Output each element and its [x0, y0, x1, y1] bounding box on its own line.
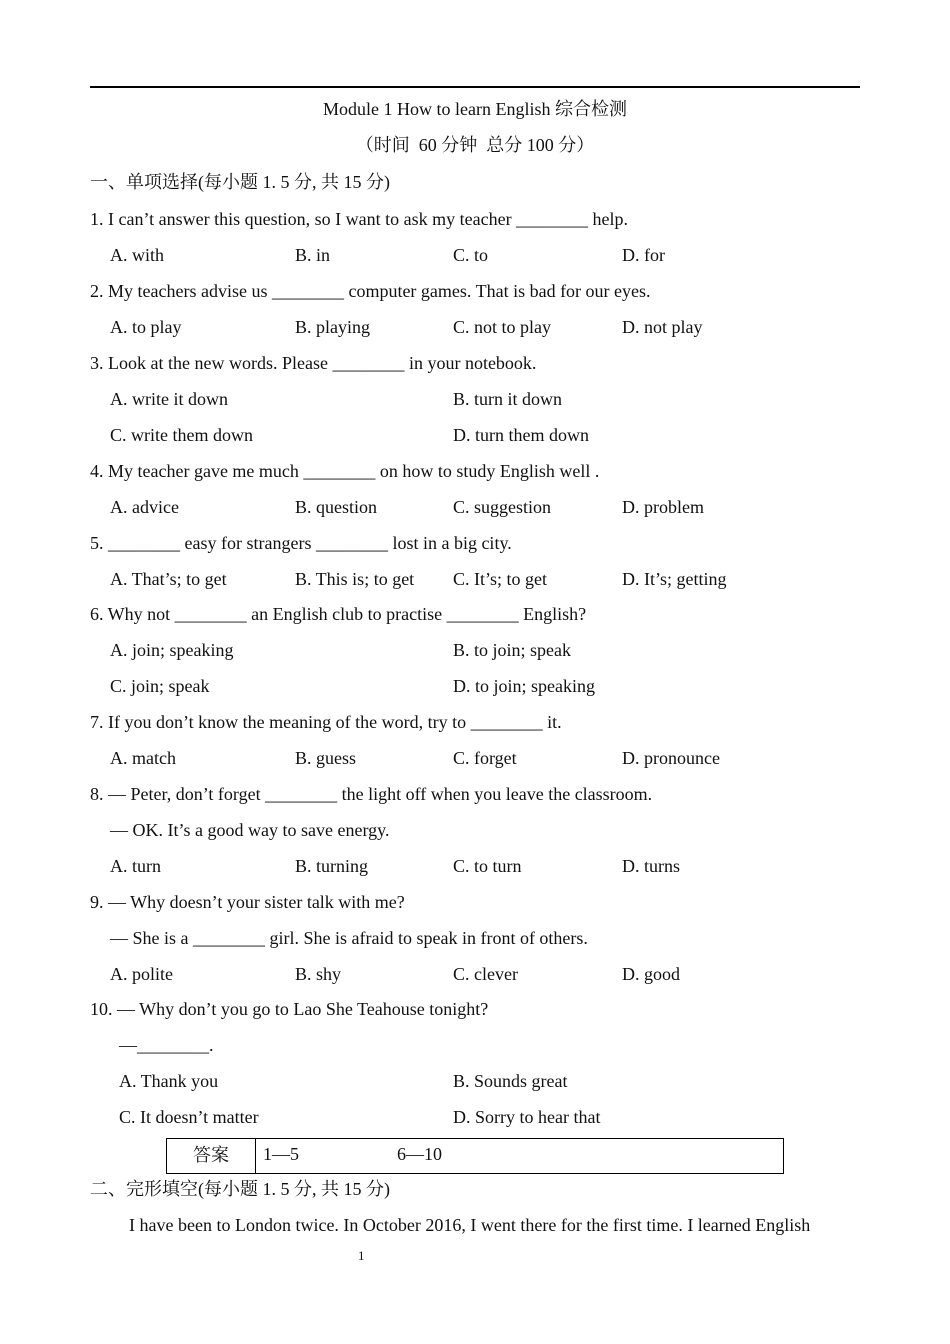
q5-option-d: D. It’s; getting: [622, 569, 727, 589]
q5-option-c: C. It’s; to get: [453, 569, 547, 589]
q1-option-a: A. with: [110, 245, 164, 265]
page-number: 1: [358, 1248, 365, 1263]
q9-stem: 9. — Why doesn’t your sister talk with me?: [90, 892, 405, 912]
q1-stem: 1. I can’t answer this question, so I want to ask my teacher ________ help.: [90, 209, 629, 229]
q4-stem: 4. My teacher gave me much ________ on how to study English well .: [90, 461, 600, 481]
q10-option-d: D. Sorry to hear that: [453, 1107, 601, 1127]
q4-option-a: A. advice: [110, 497, 179, 517]
q8-stem: 8. — Peter, don’t forget ________ the light off when you leave the classroom.: [90, 784, 653, 804]
q2-option-b: B. playing: [295, 317, 370, 337]
answer-table-head: 答案: [167, 1139, 256, 1173]
q8-option-d: D. turns: [622, 856, 680, 876]
q4-option-c: C. suggestion: [453, 497, 552, 517]
q6-option-b: B. to join; speak: [453, 640, 571, 660]
q10-option-a: A. Thank you: [119, 1071, 219, 1091]
q9-option-d: D. good: [622, 964, 680, 984]
q2-option-a: A. to play: [110, 317, 182, 337]
q7-option-d: D. pronounce: [622, 748, 720, 768]
q9-option-c: C. clever: [453, 964, 518, 984]
q6-stem: 6. Why not ________ an English club to practise ________ English?: [90, 604, 587, 624]
q7-option-b: B. guess: [295, 748, 357, 768]
answer-range-1: 1—5: [263, 1144, 299, 1164]
q7-option-a: A. match: [110, 748, 176, 768]
section2-paragraph: I have been to London twice. In October 2016, I went there for the first time. I learned English: [129, 1215, 811, 1235]
q3-option-a: A. write it down: [110, 389, 228, 409]
q8-option-c: C. to turn: [453, 856, 522, 876]
q8-reply: — OK. It’s a good way to save energy.: [110, 820, 390, 840]
q9-option-a: A. polite: [110, 964, 173, 984]
q7-stem: 7. If you don’t know the meaning of the word, try to ________ it.: [90, 712, 562, 732]
q8-option-a: A. turn: [110, 856, 161, 876]
q6-option-a: A. join; speaking: [110, 640, 234, 660]
top-rule: [90, 86, 860, 88]
q2-stem: 2. My teachers advise us ________ computer games. That is bad for our eyes.: [90, 281, 651, 301]
q2-option-d: D. not play: [622, 317, 703, 337]
q3-option-c: C. write them down: [110, 425, 253, 445]
q10-reply: —________.: [119, 1035, 214, 1055]
q1-option-b: B. in: [295, 245, 331, 265]
q2-option-c: C. not to play: [453, 317, 551, 337]
q3-option-b: B. turn it down: [453, 389, 563, 409]
q10-stem: 10. — Why don’t you go to Lao She Teahouse tonight?: [90, 999, 489, 1019]
q1-option-d: D. for: [622, 245, 665, 265]
q9-reply: — She is a ________ girl. She is afraid to speak in front of others.: [110, 928, 588, 948]
q5-stem: 5. ________ easy for strangers ________ lost in a big city.: [90, 533, 512, 553]
doc-subtitle: （时间 60 分钟 总分 100 分）: [355, 135, 595, 155]
q3-option-d: D. turn them down: [453, 425, 589, 445]
doc-title: Module 1 How to learn English 综合检测: [323, 99, 627, 119]
answer-table: [166, 1138, 784, 1174]
q4-option-b: B. question: [295, 497, 378, 517]
section2-heading: 二、完形填空(每小题 1. 5 分, 共 15 分): [90, 1179, 390, 1199]
answer-range-2: 6—10: [397, 1144, 442, 1164]
q6-option-c: C. join; speak: [110, 676, 210, 696]
q4-option-d: D. problem: [622, 497, 704, 517]
q6-option-d: D. to join; speaking: [453, 676, 595, 696]
q3-stem: 3. Look at the new words. Please ________ in your notebook.: [90, 353, 537, 373]
q5-option-a: A. That’s; to get: [110, 569, 227, 589]
q7-option-c: C. forget: [453, 748, 517, 768]
q10-option-b: B. Sounds great: [453, 1071, 568, 1091]
q1-option-c: C. to: [453, 245, 489, 265]
q9-option-b: B. shy: [295, 964, 342, 984]
q8-option-b: B. turning: [295, 856, 369, 876]
section1-heading: 一、单项选择(每小题 1. 5 分, 共 15 分): [90, 172, 390, 192]
q10-option-c: C. It doesn’t matter: [119, 1107, 259, 1127]
q5-option-b: B. This is; to get: [295, 569, 415, 589]
